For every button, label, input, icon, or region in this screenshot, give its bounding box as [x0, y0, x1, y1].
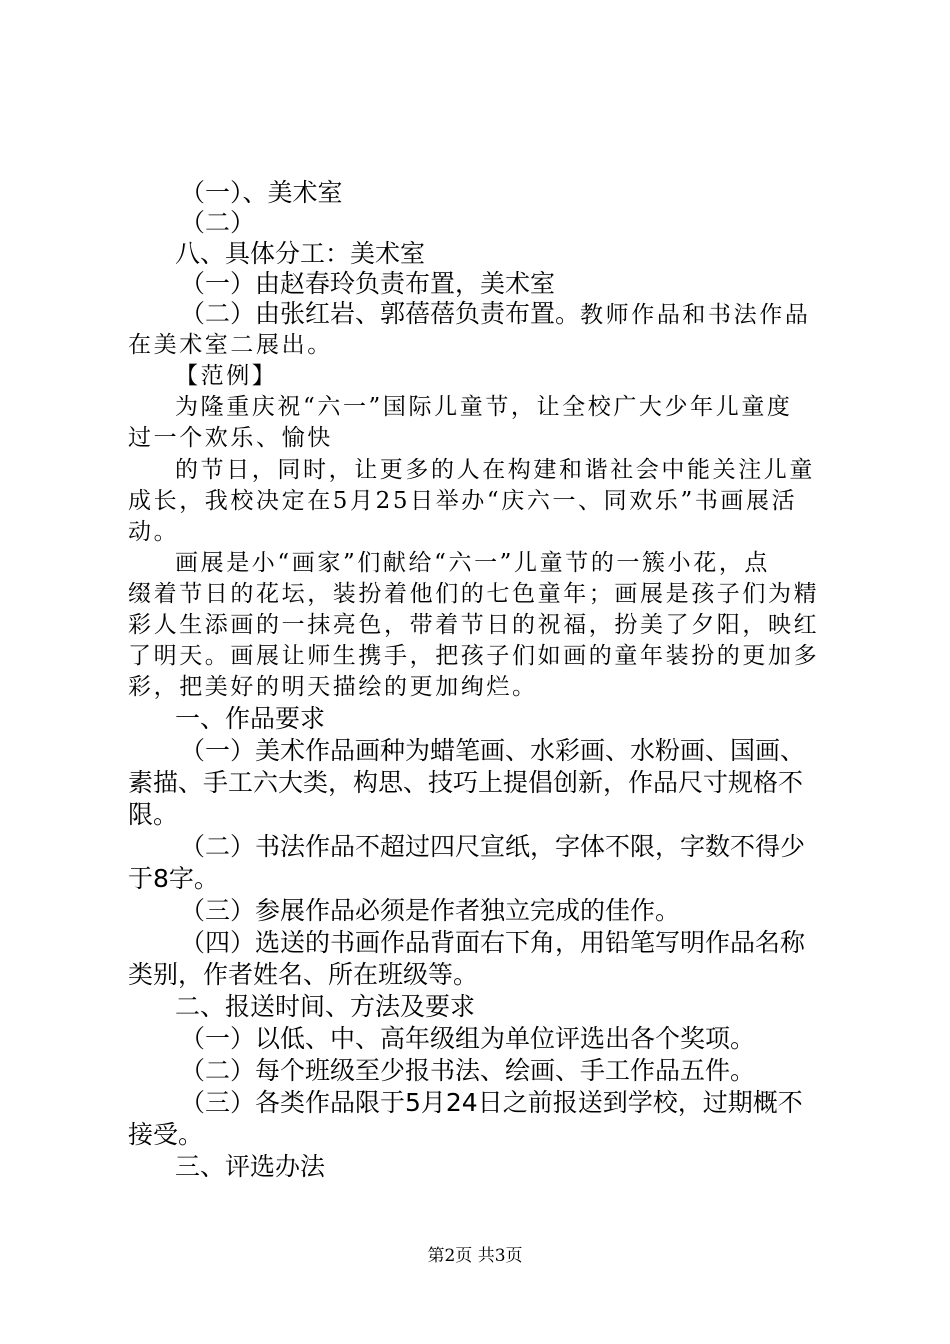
body-line: 彩人生添画的一抹亮色，带着节日的祝福，扮美了夕阳，映红	[128, 612, 820, 638]
body-line: （一）美术作品画种为蜡笔画、水彩画、水粉画、国画、	[180, 736, 806, 765]
body-line: 接受。	[128, 1120, 204, 1149]
body-line: （一）以低、中、高年级组为单位评选出各个奖项。	[180, 1024, 756, 1053]
body-line: 素描、手工六大类，构思、技巧上提倡创新，作品尺寸规格不	[128, 768, 804, 797]
body-line: 了明天。画展让师生携手，把孩子们如画的童年装扮的更加多	[128, 643, 820, 669]
body-line: 在美术室二展出。	[128, 332, 333, 358]
body-line: 成长，我校决定在5月25日举办“庆六一、同欢乐”书画展活	[128, 488, 798, 514]
body-line: 为隆重庆祝“六一”国际儿童节，让全校广大少年儿童度	[175, 394, 793, 420]
body-line: 于8字。	[128, 864, 219, 893]
body-line: 过一个欢乐、愉快	[128, 425, 333, 451]
body-line: （四）选送的书画作品背面右下角，用铅笔写明作品名称	[180, 928, 806, 957]
heading-line: （一）、美术室	[180, 178, 343, 207]
section-heading: 三、评选办法	[175, 1152, 326, 1181]
body-line: 类别，作者姓名、所在班级等。	[128, 960, 479, 989]
body-text-segment: 教师作品和书法作品	[580, 302, 811, 328]
body-line: 彩，把美好的明天描绘的更加绚烂。	[128, 674, 538, 700]
body-line: 的节日，同时，让更多的人在构建和谐社会中能关注儿童	[175, 457, 815, 483]
body-line: 画展是小“画家”们献给“六一”儿童节的一簇小花，点	[175, 550, 771, 576]
heading-line: （二）	[180, 208, 256, 237]
page-footer: 第2页 共3页	[427, 1246, 523, 1266]
body-line: （二）书法作品不超过四尺宣纸，字体不限，字数不得少	[180, 832, 806, 861]
body-line: 缀着节日的花坛，装扮着他们的七色童年；画展是孩子们为精	[128, 581, 820, 607]
section-heading: 二、报送时间、方法及要求	[175, 992, 476, 1021]
body-line: 动。	[128, 519, 180, 545]
example-label: 【范例】	[175, 363, 278, 389]
body-text-segment: （二）由张红岩、郭蓓蓓负责布置。	[180, 299, 581, 328]
body-line: （一）由赵春玲负责布置，美术室	[180, 269, 556, 298]
body-line: 限。	[128, 800, 179, 829]
section-heading: 一、作品要求	[175, 704, 326, 733]
section-heading: 八、具体分工：美术室	[175, 239, 426, 268]
body-line: （二）每个班级至少报书法、绘画、手工作品五件。	[180, 1056, 756, 1085]
body-line: （三）参展作品必须是作者独立完成的佳作。	[180, 896, 681, 925]
body-line: （三）各类作品限于5月24日之前报送到学校，过期概不	[180, 1088, 803, 1117]
body-line-mixed	[180, 299, 840, 329]
